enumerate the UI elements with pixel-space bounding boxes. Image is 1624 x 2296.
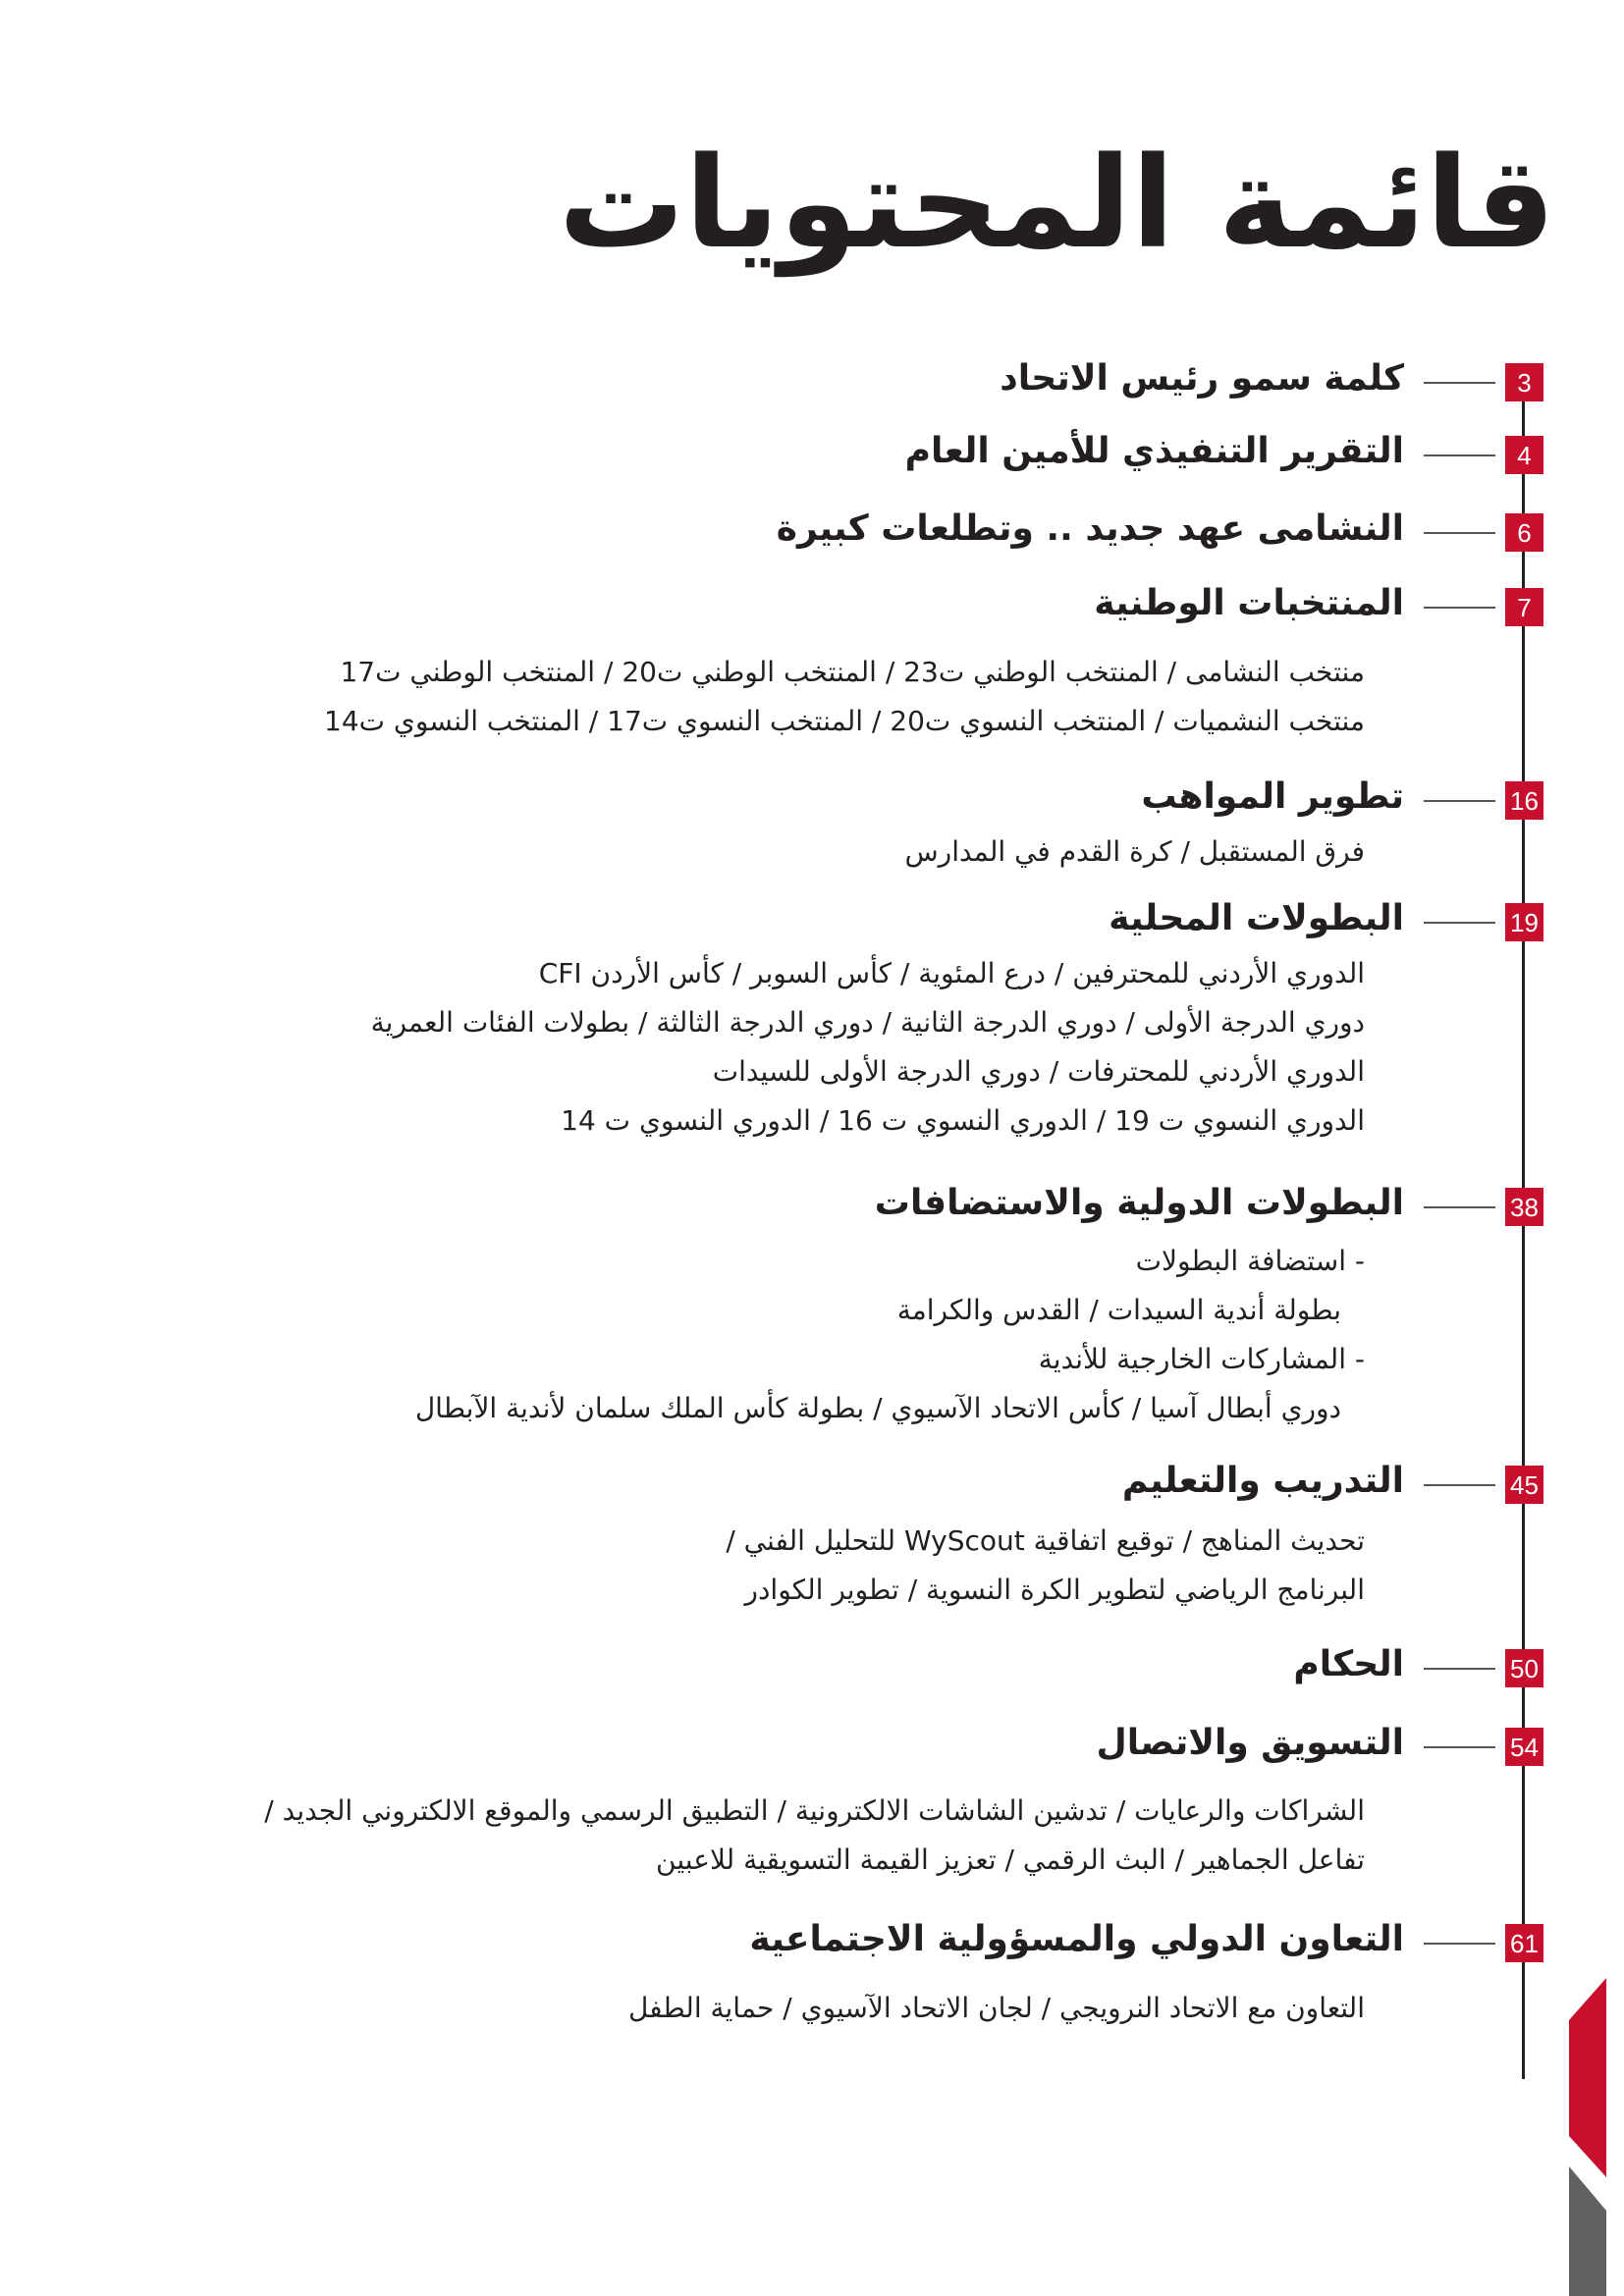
toc-subitem: دوري الدرجة الأولى / دوري الدرجة الثانية / دوري الدرجة الثالثة / بطولات الفئات العمرية	[370, 1006, 1365, 1039]
page-number-badge: 50	[1505, 1649, 1543, 1687]
toc-subitem: منتخب النشامى / المنتخب الوطني ت23 / المنتخب الوطني ت20 / المنتخب الوطني ت17	[340, 656, 1365, 688]
toc-subitem: الدوري الأردني للمحترفات / دوري الدرجة الأولى للسيدات	[712, 1055, 1365, 1088]
toc-subitem: تفاعل الجماهير / البث الرقمي / تعزيز القيمة التسويقية للاعبين	[656, 1843, 1365, 1876]
toc-heading[interactable]: التدريب والتعليم	[1121, 1461, 1404, 1501]
toc-subitem: البرنامج الرياضي لتطوير الكرة النسوية / تطوير الكوادر	[744, 1574, 1365, 1606]
toc-subitem: فرق المستقبل / كرة القدم في المدارس	[904, 835, 1365, 868]
toc-subitem: التعاون مع الاتحاد النرويجي / لجان الاتحاد الآسيوي / حماية الطفل	[627, 1992, 1365, 2024]
toc-subitem: - استضافة البطولات	[1135, 1245, 1365, 1277]
toc-heading[interactable]: النشامى عهد جديد .. وتطلعات كبيرة	[776, 508, 1404, 549]
toc-subitem: الشراكات والرعايات / تدشين الشاشات الالكترونية / التطبيق الرسمي والموقع الالكتروني الجديد /	[264, 1794, 1365, 1827]
page-title: قائمة المحتويات	[558, 131, 1555, 277]
page-number-badge: 4	[1505, 436, 1543, 474]
toc-heading[interactable]: تطوير المواهب	[1141, 776, 1404, 817]
page-number-badge: 16	[1505, 781, 1543, 820]
page-number-badge: 6	[1505, 513, 1543, 552]
page-number-badge: 61	[1505, 1924, 1543, 1962]
toc-subitem: الدوري النسوي ت 19 / الدوري النسوي ت 16 / الدوري النسوي ت 14	[561, 1104, 1365, 1137]
page-number-badge: 7	[1505, 588, 1543, 626]
page-number-badge: 54	[1505, 1728, 1543, 1766]
toc-subitem: الدوري الأردني للمحترفين / درع المئوية / كأس السوبر / كأس الأردن CFI	[538, 957, 1365, 989]
page-number-badge: 19	[1505, 903, 1543, 941]
page-number-badge: 3	[1505, 363, 1543, 401]
red-chevron-shape	[1569, 1978, 1606, 2177]
toc-subitem: - المشاركات الخارجية للأندية	[1038, 1343, 1365, 1375]
toc-heading[interactable]: التقرير التنفيذي للأمين العام	[904, 431, 1404, 471]
toc-heading[interactable]: الحكام	[1293, 1644, 1404, 1684]
page-number-badge: 38	[1505, 1188, 1543, 1226]
toc-subitem: دوري أبطال آسيا / كأس الاتحاد الآسيوي / بطولة كأس الملك سلمان لأندية الآبطال	[414, 1392, 1341, 1424]
toc-subitem: بطولة أندية السيدات / القدس والكرامة	[896, 1294, 1341, 1326]
toc-subitem: منتخب النشميات / المنتخب النسوي ت20 / المنتخب النسوي ت17 / المنتخب النسوي ت14	[324, 705, 1365, 737]
toc-heading[interactable]: كلمة سمو رئيس الاتحاد	[1000, 358, 1404, 399]
toc-heading[interactable]: البطولات المحلية	[1109, 898, 1404, 938]
page-number-badge: 45	[1505, 1466, 1543, 1504]
toc-subitem: تحديث المناهج / توقيع اتفاقية WyScout للتحليل الفني /	[726, 1524, 1365, 1557]
toc-heading[interactable]: التسويق والاتصال	[1096, 1723, 1404, 1763]
gray-chevron-shape	[1569, 2166, 1606, 2296]
toc-heading[interactable]: البطولات الدولية والاستضافات	[874, 1183, 1404, 1223]
toc-heading[interactable]: المنتخبات الوطنية	[1094, 583, 1404, 623]
toc-heading[interactable]: التعاون الدولي والمسؤولية الاجتماعية	[749, 1919, 1404, 1959]
